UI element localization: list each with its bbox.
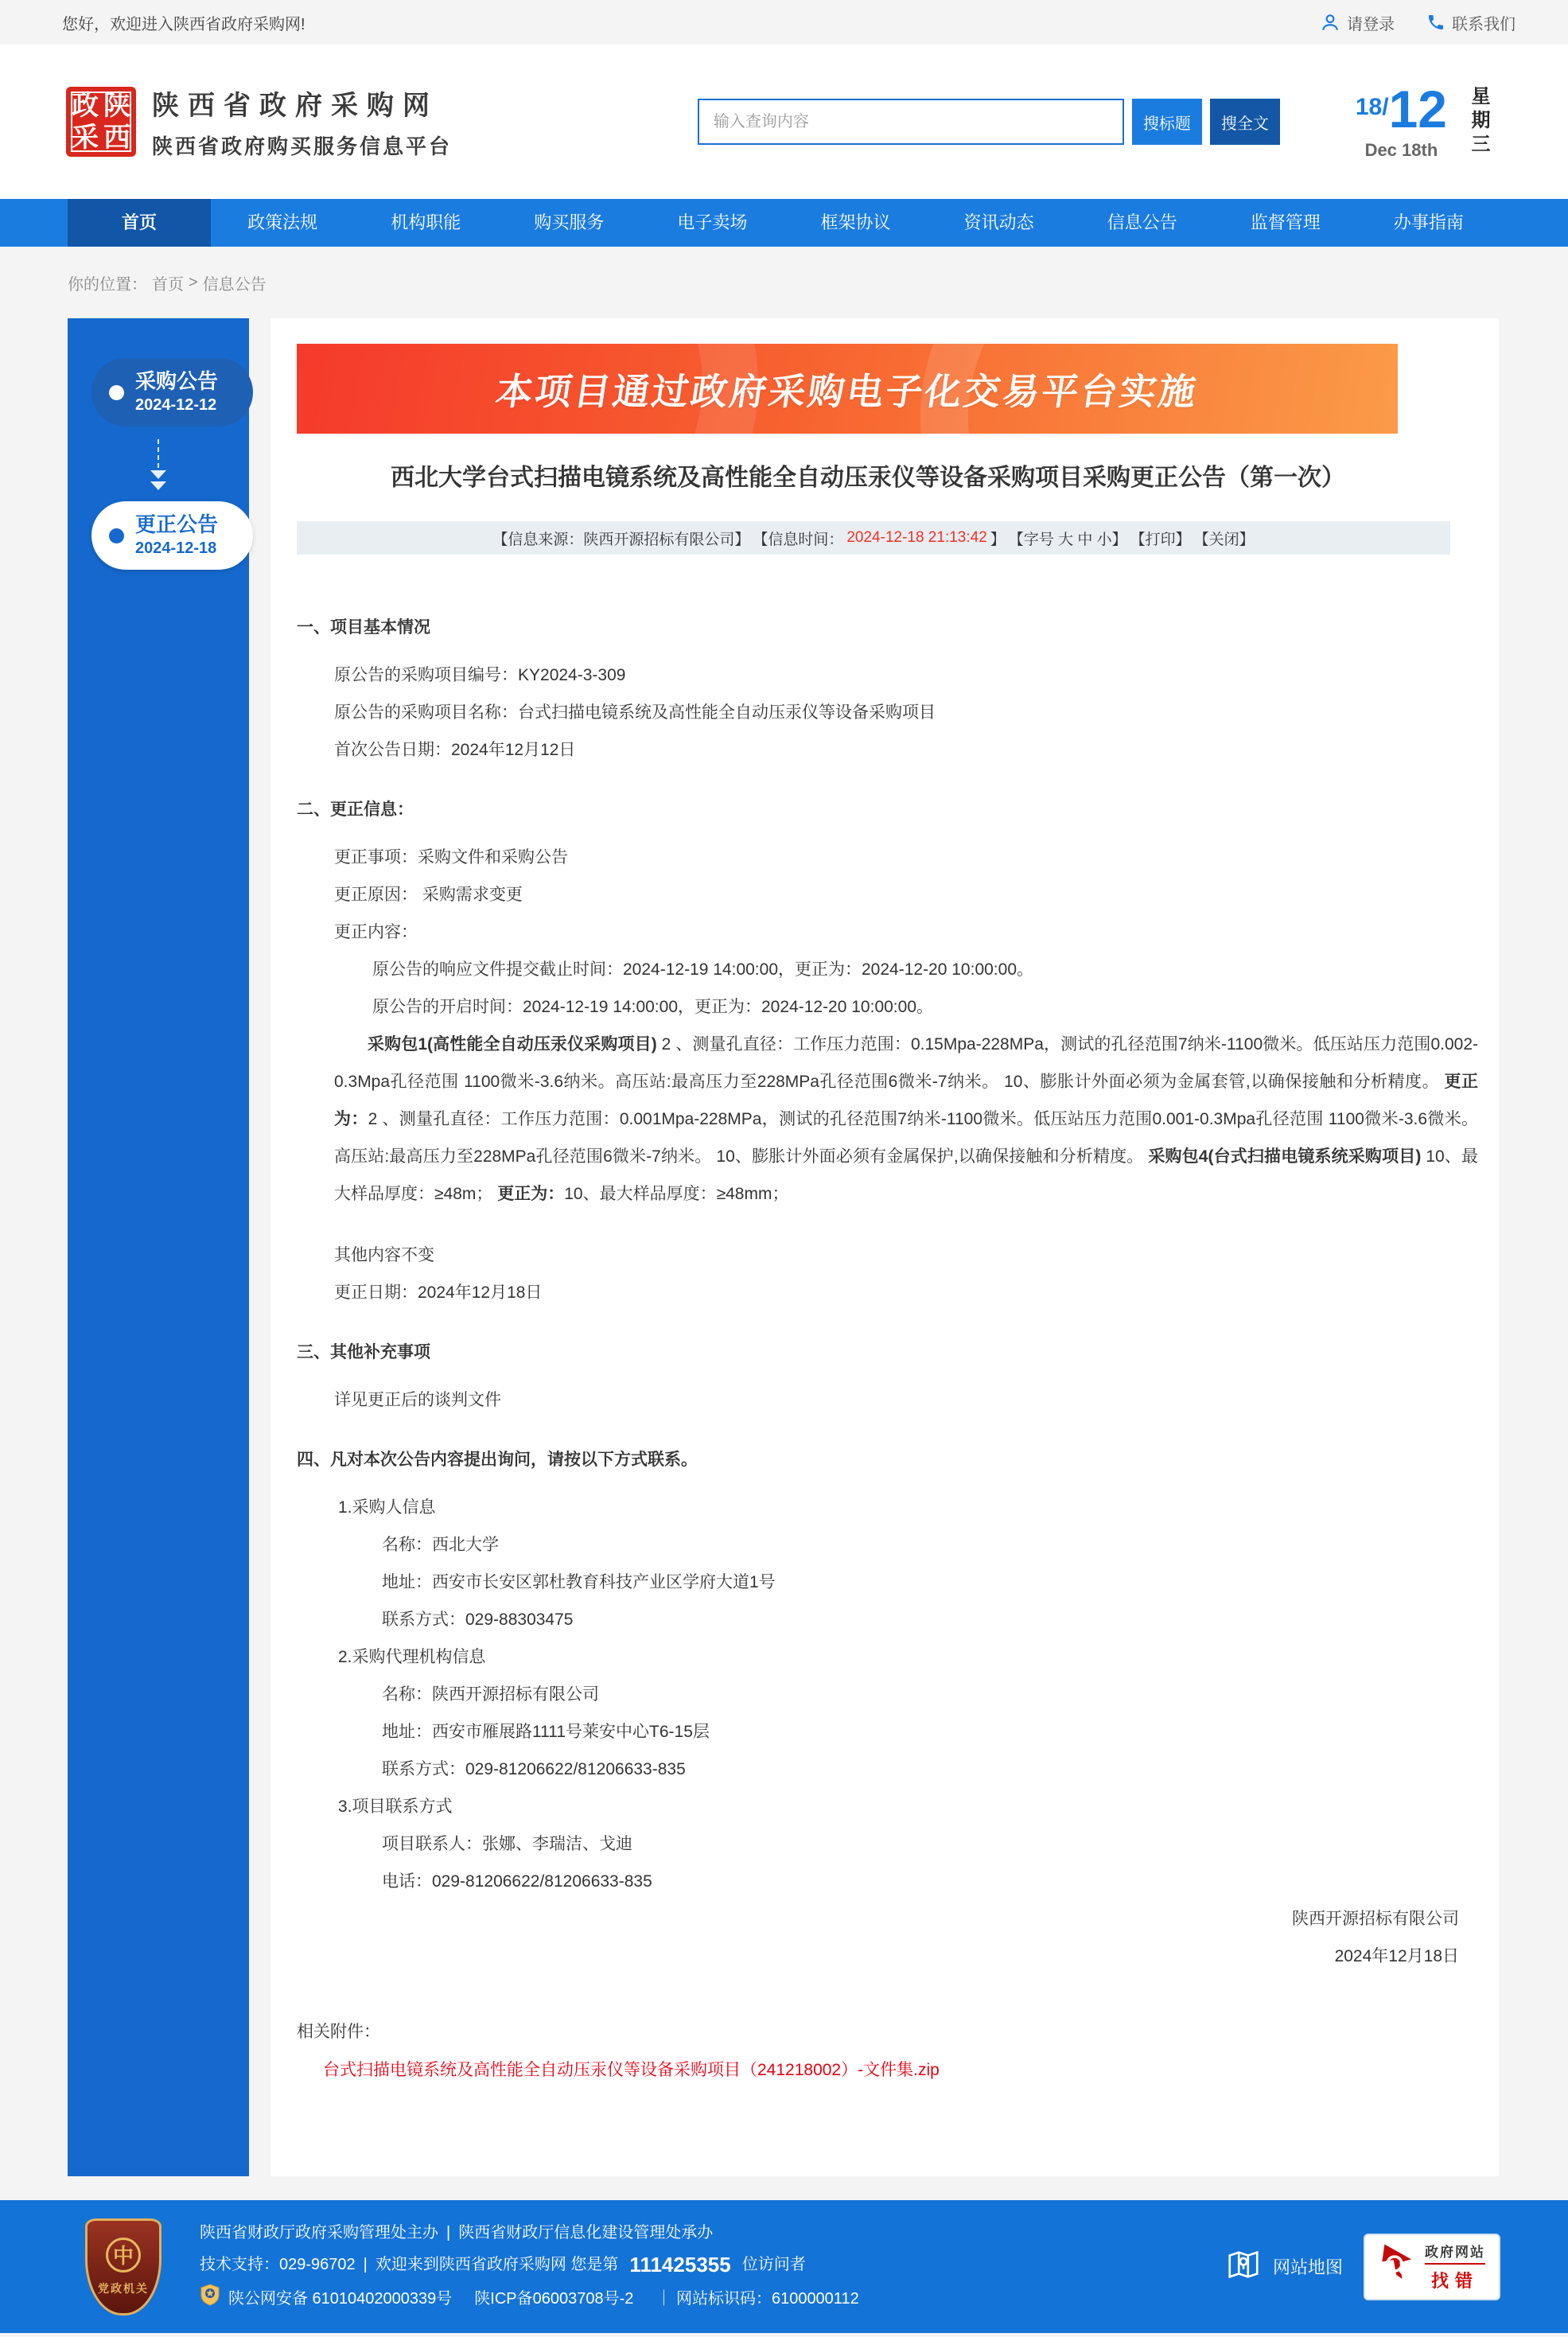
main-area	[0, 318, 1568, 2200]
date-month-big: 12	[1388, 80, 1447, 138]
section-1-heading: 一、项目基本情况	[297, 618, 430, 637]
correction-content-label: 更正内容：	[334, 923, 418, 941]
project-number: 原公告的采购项目编号：KY2024-3-309	[334, 666, 626, 684]
purchaser-phone: 联系方式：029-88303475	[382, 1611, 574, 1629]
correction-detail-paragraph: 采购包1(高性能全自动压汞仪采购项目) 2 、测量孔直径：工作压力范围：0.15Mpa-228MPa，测试的孔径范围7纳米-1100微米。低压站压力范围0.002-0.3Mpa孔径范围 1100微米-3.6纳米。高压站:最高压力至228MPa孔径范围6微米-7纳米。 10、膨胀计外面必须为金属套管,以确保接触和分析精度。 更正为：2 、测量孔直径：工作压力范围：0.001Mpa-228MPa，测试的孔径范围7纳米-1100微米。低压站压力范围0.001-0.3Mpa孔径范围 1100微米-3.6微米。高压站:最高压力至228MPa孔径范围6微米-7纳米。 10、膨胀计外面必须有金属保护,以确保接触和分析精度。 采购包4(台式扫描电镜系统采购项目) 10、最大样品厚度：≥48m； 更正为：10、最大样品厚度：≥48mm；	[334, 1035, 1479, 1203]
first-publish-date: 首次公告日期：2024年12月12日	[334, 741, 576, 759]
nav-item-purchase-services[interactable]: 购买服务	[534, 212, 605, 232]
nav-item-policies[interactable]: 政策法规	[247, 212, 318, 232]
public-security-filing-link[interactable]: 陕公网安备 61010402000339号	[228, 2289, 453, 2308]
agency-phone: 联系方式：029-81206622/81206633-835	[382, 1760, 686, 1778]
info-source: 【信息来源：陕西开源招标有限公司】	[492, 531, 750, 548]
nav-item-framework[interactable]: 框架协议	[820, 212, 891, 232]
breadcrumb-label: 你的位置：	[68, 275, 147, 294]
magnifier-flag-icon	[1379, 2243, 1417, 2290]
agency-address: 地址：西安市雁展路1111号莱安中心T6-15层	[382, 1723, 710, 1741]
visitor-prefix: 欢迎来到陕西省政府采购网 您是第	[375, 2255, 619, 2273]
contact-us-link[interactable]: 联系我们	[1426, 11, 1515, 34]
footer-host-org: 陕西省财政厅政府采购管理处主办	[200, 2223, 438, 2242]
date-widget	[1355, 80, 1492, 161]
purchaser-address: 地址：西安市长安区郭杜教育科技产业区学府大道1号	[382, 1573, 776, 1591]
section-4-heading: 四、凡对本次公告内容提出询问，请按以下方式联系。	[297, 1451, 698, 1469]
project-name: 原公告的采购项目名称：台式扫描电镜系统及高性能全自动压汞仪等设备采购项目	[334, 703, 936, 722]
bullet-icon	[109, 385, 124, 400]
login-link[interactable]: 请登录	[1320, 11, 1395, 34]
close-button[interactable]: 【关闭】	[1193, 531, 1255, 548]
date-english: Dec 18th	[1364, 140, 1438, 160]
visitor-count: 111425355	[629, 2252, 731, 2277]
other-content-unchanged: 其他内容不变	[334, 1246, 434, 1264]
font-size-control[interactable]: 【字号 大 中 小】	[1008, 531, 1127, 548]
footer-support-org: 陕西省财政厅信息化建设管理处承办	[458, 2223, 714, 2242]
nav-item-announcements[interactable]: 信息公告	[1107, 212, 1177, 232]
article-title: 西北大学台式扫描电镜系统及高性能全自动压汞仪等设备采购项目采购更正公告（第一次）	[391, 465, 1345, 491]
article-meta-bar: 【信息来源：陕西开源招标有限公司】 【信息时间： 2024-12-18 21:13:42 】 【字号 大 中 小】 【打印】 【关闭】	[297, 521, 1450, 555]
nav-item-e-market[interactable]: 电子卖场	[677, 212, 748, 232]
user-icon	[1320, 12, 1340, 33]
sidebar-item-procurement-announcement[interactable]: 采购公告 2024-12-12	[91, 358, 253, 427]
date-weekday: 星期三	[1468, 86, 1489, 158]
site-subtitle: 陕西省政府购买服务信息平台	[152, 134, 453, 158]
nav-item-guide[interactable]: 办事指南	[1393, 212, 1464, 232]
correction-reason: 更正原因： 采购需求变更	[334, 886, 523, 904]
correction-item: 更正事项：采购文件和采购公告	[334, 848, 568, 867]
search-title-button[interactable]: 搜标题	[1132, 99, 1202, 145]
article-card	[270, 318, 1499, 2176]
footer-right	[1225, 2234, 1500, 2300]
info-time-value: 2024-12-18 21:13:42	[846, 529, 987, 546]
signature-org: 陕西开源招标有限公司	[1292, 1910, 1459, 1928]
visitor-suffix: 位访问者	[741, 2255, 806, 2273]
purchaser-name: 名称：西北大学	[382, 1536, 499, 1554]
topbar	[0, 0, 1568, 45]
site-title: 陕西省政府采购网	[152, 91, 438, 121]
main-nav	[0, 199, 1568, 247]
nav-item-functions[interactable]: 机构职能	[391, 212, 461, 232]
project-contact-heading: 3.项目联系方式	[338, 1798, 453, 1816]
info-time-label: 【信息时间：	[753, 531, 844, 548]
print-button[interactable]: 【打印】	[1130, 531, 1191, 548]
breadcrumb	[0, 247, 1568, 318]
map-icon	[1225, 2246, 1262, 2288]
section-2-heading: 二、更正信息：	[297, 800, 414, 819]
breadcrumb-current-link[interactable]: 信息公告	[202, 275, 267, 294]
site-id-code: ｜ 网站标识码：6100000112	[656, 2289, 859, 2308]
banner-text: 本项目通过政府采购电子化交易平台实施	[492, 370, 1201, 412]
sidebar-item-correction-announcement[interactable]: 更正公告 2024-12-18	[91, 501, 253, 570]
breadcrumb-home-link[interactable]: 首页	[152, 275, 184, 294]
agency-info-heading: 2.采购代理机构信息	[338, 1648, 486, 1666]
date-day-small: 18/	[1355, 94, 1389, 120]
see-negotiation-file: 详见更正后的谈判文件	[334, 1391, 501, 1409]
nav-item-news[interactable]: 资讯动态	[963, 212, 1034, 232]
attachment-file-link[interactable]: 台式扫描电镜系统及高性能全自动压汞仪等设备采购项目（241218002）-文件集.zip	[323, 2061, 940, 2079]
announcement-timeline-sidebar	[68, 318, 249, 2176]
opening-time-change: 原公告的开启时间：2024-12-19 14:00:00，更正为：2024-12-20 10:00:00。	[372, 998, 933, 1016]
tech-support: 技术支持：029-96702	[200, 2255, 356, 2273]
welcome-text: 您好，欢迎进入陕西省政府采购网!	[62, 15, 305, 33]
article-body	[297, 555, 1499, 2081]
correction-date: 更正日期：2024年12月18日	[334, 1283, 543, 1302]
search-fulltext-button[interactable]: 搜全文	[1210, 99, 1280, 145]
purchaser-info-heading: 1.采购人信息	[338, 1498, 436, 1517]
attachments-label: 相关附件：	[297, 2023, 380, 2041]
breadcrumb-separator: >	[189, 273, 198, 291]
party-gov-badge: 中 党政机关	[85, 2218, 161, 2316]
badge-emblem-icon: 中	[106, 2238, 141, 2273]
site-header	[0, 45, 1568, 199]
platform-banner	[297, 344, 1398, 434]
sitemap-link[interactable]: 网站地图	[1225, 2246, 1343, 2288]
phone-icon	[1426, 13, 1445, 32]
error-report-box[interactable]: 政府网站 找错	[1364, 2234, 1500, 2300]
bullet-icon	[109, 528, 124, 543]
site-logo-seal: 政 陕 采 西	[66, 87, 136, 157]
signature-date: 2024年12月18日	[1334, 1947, 1459, 1965]
agency-name: 名称：陕西开源招标有限公司	[382, 1685, 599, 1704]
down-arrow-icon	[68, 439, 249, 490]
section-3-heading: 三、其他补充事项	[297, 1343, 430, 1361]
project-contact-phone: 电话：029-81206622/81206633-835	[382, 1872, 652, 1891]
site-brand	[152, 84, 452, 160]
search-input[interactable]	[698, 99, 1124, 145]
search-bar	[698, 99, 1280, 145]
site-footer	[0, 2200, 1568, 2333]
police-badge-icon	[200, 2284, 220, 2314]
nav-item-supervision[interactable]: 监督管理	[1250, 212, 1321, 232]
icp-filing-link[interactable]: 陕ICP备06003708号-2	[474, 2289, 634, 2308]
deadline-change: 原公告的响应文件提交截止时间：2024-12-19 14:00:00，更正为：2024-12-20 10:00:00。	[372, 960, 1033, 979]
project-contacts: 项目联系人：张娜、李瑞洁、戈迪	[382, 1835, 632, 1853]
footer-info: 陕西省财政厅政府采购管理处主办 | 陕西省财政厅信息化建设管理处承办 技术支持：029-96702 | 欢迎来到陕西省政府采购网 您是第 111425355 位访问者 陕公网安备 61010402000339号 陕ICP备06003708号-2 ｜ 网站标识码：6100000112	[200, 2214, 1225, 2320]
nav-item-home[interactable]: 首页	[68, 199, 211, 247]
